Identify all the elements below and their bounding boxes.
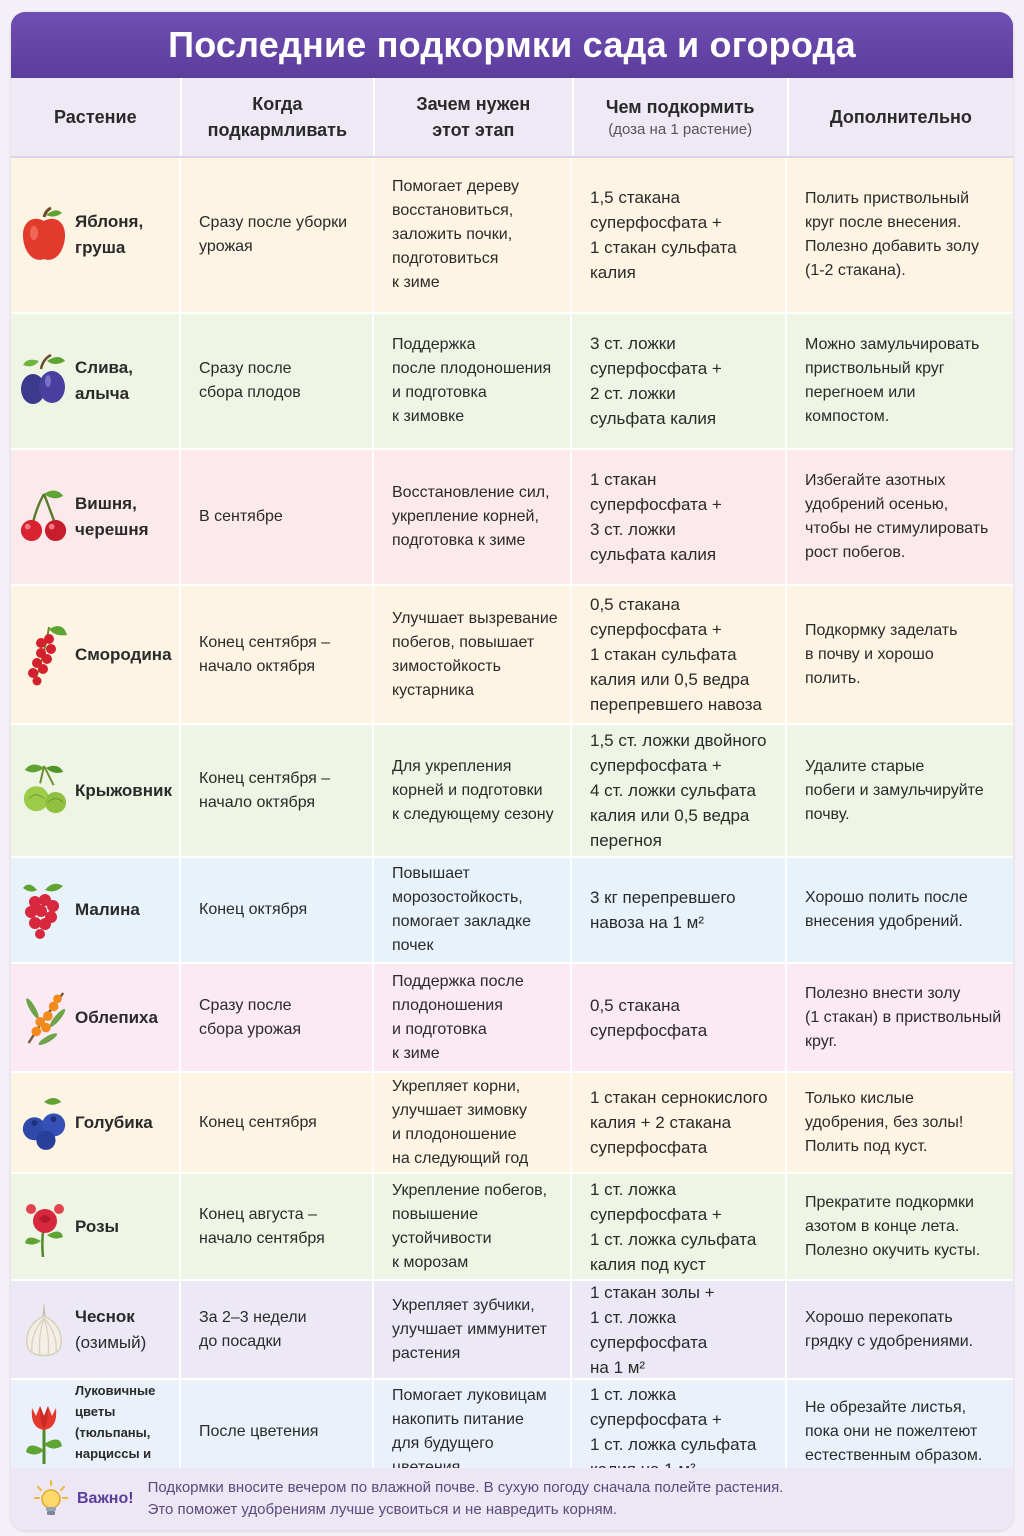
plant-name: Луковичные цветы (тюльпаны, нарциссы и (75, 1382, 156, 1461)
table-header (11, 78, 1013, 158)
cell-plant (11, 1073, 181, 1172)
header-plant: Растение (11, 78, 182, 156)
cell-what: 0,5 стакана суперфосфата + 1 стакан сульфата калия или 0,5 ведра перепревшего навоза (572, 586, 787, 723)
cell-extra: Прекратите подкормки азотом в конце лета. Полезно окучить кусты. (805, 1193, 981, 1259)
cell-why: Улучшает вызревание побегов, повышает зимостойкость кустарника (374, 586, 572, 723)
garlic-icon (19, 1298, 69, 1362)
cell-extra: Только кислые удобрения, без золы! Полить под куст. (805, 1089, 964, 1155)
lightbulb-icon (31, 1479, 71, 1519)
cell-extra: Удалите старые побеги и замульчируйте почву. (805, 757, 984, 823)
table-row (11, 1281, 1013, 1380)
cell-when: Сразу после сбора урожая (181, 964, 374, 1071)
cell-when: Конец октября (181, 858, 374, 962)
cell-plant (11, 858, 181, 962)
cell-what: 1 стакан золы + 1 ст. ложка суперфосфата на 1 м² (572, 1281, 787, 1378)
cell-what: 3 кг перепревшего навоза на 1 м² (572, 858, 787, 962)
cell-when: За 2–3 недели до посадки (181, 1281, 374, 1378)
cell-why: Помогает дереву восстановиться, заложить почки, подготовиться к зиме (374, 158, 572, 312)
plant-name: Голубика (75, 1112, 153, 1132)
important-text: Подкормки вносите вечером по влажной почве. В сухую погоду сначала полейте растения. Это поможет удобрениям лучше усвоиться и не навредить корням. (147, 1479, 784, 1518)
blueberry-icon (19, 1091, 69, 1155)
table-row (11, 586, 1013, 725)
cell-extra: Хорошо полить после внесения удобрений. (805, 889, 968, 930)
cell-what: 1,5 стакана суперфосфата + 1 стакан сульфата калия (572, 158, 787, 312)
cell-why: Укрепляет зубчики, улучшает иммунитет растения (374, 1281, 572, 1378)
cell-when: Сразу после сбора плодов (181, 314, 374, 448)
cell-what: 1 ст. ложка суперфосфата + 1 ст. ложка сульфата (572, 1380, 787, 1484)
plant-name: Облепиха (75, 1007, 158, 1027)
cell-what: 0,5 стакана суперфосфата (572, 964, 787, 1071)
header-what: Чем подкормить (доза на 1 растение) (574, 78, 789, 156)
cell-when: Конец августа – начало сентября (181, 1174, 374, 1279)
plum-icon (19, 349, 69, 413)
cell-when: После цветения (181, 1380, 374, 1484)
important-label: Важно! (77, 1490, 134, 1507)
cell-plant (11, 725, 181, 856)
cell-plant (11, 1281, 181, 1378)
cell-what: 1 ст. ложка суперфосфата + 1 ст. ложка сульфата калия под куст (572, 1174, 787, 1279)
header-why: Зачем нужен этот этап (375, 78, 573, 156)
cell-extra: Хорошо перекопать грядку с удобрениями. (805, 1308, 974, 1350)
currant-icon (19, 623, 69, 687)
fertilizer-sheet (11, 12, 1013, 1530)
important-note (11, 1468, 1013, 1530)
table-row (11, 1174, 1013, 1281)
sea-buckthorn-icon (19, 986, 69, 1050)
cell-why: Для укрепления корней и подготовки к следующему сезону (374, 725, 572, 856)
table-row (11, 314, 1013, 450)
table-row (11, 1073, 1013, 1174)
cell-why: Укрепление побегов, повышение устойчивости к морозам (374, 1174, 572, 1279)
cherry-icon (19, 485, 69, 549)
plant-name: Малина (75, 900, 140, 919)
cell-when: Конец сентября – начало октября (181, 586, 374, 723)
cell-plant (11, 158, 181, 312)
table-row (11, 725, 1013, 858)
header-when: Когда подкармливать (182, 78, 375, 156)
cell-why: Поддержка после плодоношения и подготовка к зимовке (374, 314, 572, 448)
table-row (11, 158, 1013, 314)
cell-extra: Подкормку заделать в почву и хорошо полить. (805, 621, 958, 687)
header-extra: Дополнительно (829, 107, 972, 127)
cell-extra: Полезно внести золу (1 стакан) в приствольный круг. (805, 984, 1002, 1050)
cell-why: Помогает луковицам накопить питание для будущего (374, 1380, 572, 1484)
cell-why: Восстановление сил, укрепление корней, подготовка к зиме (374, 450, 572, 584)
cell-what: 1 стакан суперфосфата + 3 ст. ложки сульфата калия (572, 450, 787, 584)
table-row (11, 964, 1013, 1073)
cell-what: 1 стакан сернокислого калия + 2 стакана суперфосфата (572, 1073, 787, 1172)
table-row (11, 858, 1013, 964)
gooseberry-icon (19, 759, 69, 823)
plant-name: Вишня, черешня (75, 494, 149, 539)
tulip-icon (19, 1400, 69, 1464)
rose-icon (19, 1195, 69, 1259)
page-title: Последние подкормки сада и огорода (11, 12, 1013, 78)
cell-extra: Не обрезайте листья, пока они не пожелтеют естественным образом. (805, 1399, 983, 1464)
cell-plant (11, 964, 181, 1071)
cell-when: Конец сентября – начало октября (181, 725, 374, 856)
cell-why: Поддержка после плодоношения и подготовка к зиме (374, 964, 572, 1071)
plant-name: Слива, алыча (75, 358, 133, 403)
raspberry-icon (19, 878, 69, 942)
plant-name: Розы (75, 1216, 120, 1236)
cell-extra: Полить приствольный круг после внесения. Полезно добавить золу (1-2 стакана). (805, 190, 979, 279)
cell-plant (11, 314, 181, 448)
cell-plant (11, 1174, 181, 1279)
cell-plant (11, 450, 181, 584)
header-what-subtitle: (доза на 1 растение) (608, 121, 753, 138)
cell-extra: Избегайте азотных удобрений осенью, чтобы не стимулировать рост побегов. (805, 472, 989, 561)
cell-what: 1,5 ст. ложки двойного суперфосфата + 4 ст. ложки сульфата калия или 0,5 ведра перегноя (572, 725, 787, 856)
cell-extra: Можно замульчировать приствольный круг перегноем или компостом. (805, 336, 980, 425)
table-body (11, 158, 1013, 1486)
cell-what: 3 ст. ложки суперфосфата + 2 ст. ложки сульфата калия (572, 314, 787, 448)
table-row (11, 450, 1013, 586)
cell-when: В сентябре (181, 450, 374, 584)
plant-name: Крыжовник (75, 780, 172, 800)
cell-when: Сразу после уборки урожая (181, 158, 374, 312)
plant-name: Чеснок (озимый) (75, 1306, 147, 1352)
cell-when: Конец сентября (181, 1073, 374, 1172)
plant-name: Яблоня, груша (75, 212, 144, 257)
cell-why: Повышает морозостойкость, помогает закладке почек (374, 858, 572, 962)
plant-name: Смородина (75, 644, 172, 664)
apple-icon (19, 203, 69, 267)
cell-why: Укрепляет корни, улучшает зимовку и плодоношение на следующий год (374, 1073, 572, 1172)
cell-plant (11, 586, 181, 723)
